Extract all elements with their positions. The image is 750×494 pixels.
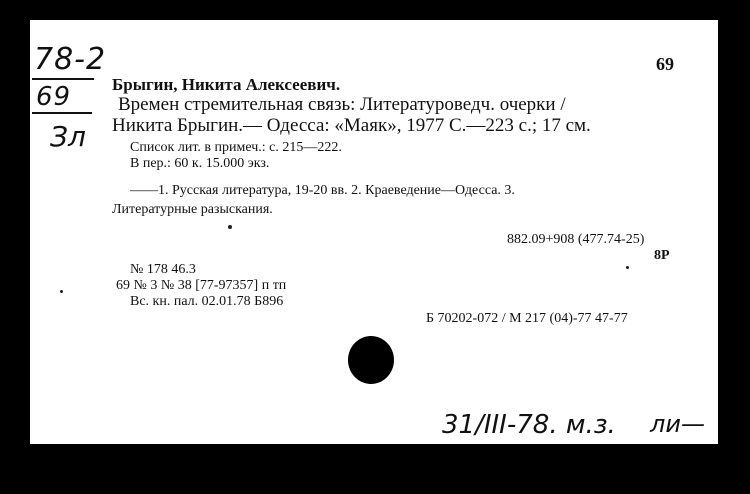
registry-line-1: № 178 46.3 — [130, 262, 196, 277]
handwritten-initials: Зл — [50, 120, 86, 153]
title-line-1: Времен стремительная связь: Литературоведч. очерки / — [118, 94, 566, 115]
catalog-card — [30, 20, 718, 444]
bibliography-note: Список лит. в примеч.: с. 215—222. — [130, 140, 342, 155]
ink-blot — [348, 336, 394, 384]
page-number: 69 — [656, 54, 674, 74]
handwritten-date-note: 31/III-78. м.з. — [442, 410, 616, 440]
author-heading: Брыгин, Никита Алексеевич. — [112, 75, 341, 94]
title-line-2: Никита Брыгин.— Одесса: «Маяк», 1977 С.—223 с.; 17 см. — [112, 115, 591, 136]
call-number-divider — [32, 78, 94, 80]
ink-speck — [228, 225, 232, 229]
handwritten-call-number-top: 78-2 — [34, 42, 107, 77]
registry-line-2: 69 № 3 № 38 [77-97357] п тп — [116, 278, 287, 293]
copies-mark: 8Р — [654, 248, 670, 263]
classification-number: 882.09+908 (477.74-25) — [507, 232, 645, 247]
order-number: Б 70202-072 / М 217 (04)-77 47-77 — [426, 311, 628, 326]
subject-headings-line-1: ——1. Русская литература, 19-20 вв. 2. Краеведение—Одесса. 3. — [130, 183, 515, 198]
registry-line-3: Вс. кн. пал. 02.01.78 Б896 — [130, 294, 284, 309]
handwritten-call-number-bottom: 69 — [36, 82, 72, 112]
call-number-underline — [32, 112, 92, 114]
binding-price-note: В пер.: 60 к. 15.000 экз. — [130, 156, 270, 171]
ink-speck — [626, 266, 629, 269]
handwritten-signature: ли— — [650, 410, 705, 438]
subject-headings-line-2: Литературные разыскания. — [112, 202, 273, 217]
ink-speck — [60, 290, 63, 293]
